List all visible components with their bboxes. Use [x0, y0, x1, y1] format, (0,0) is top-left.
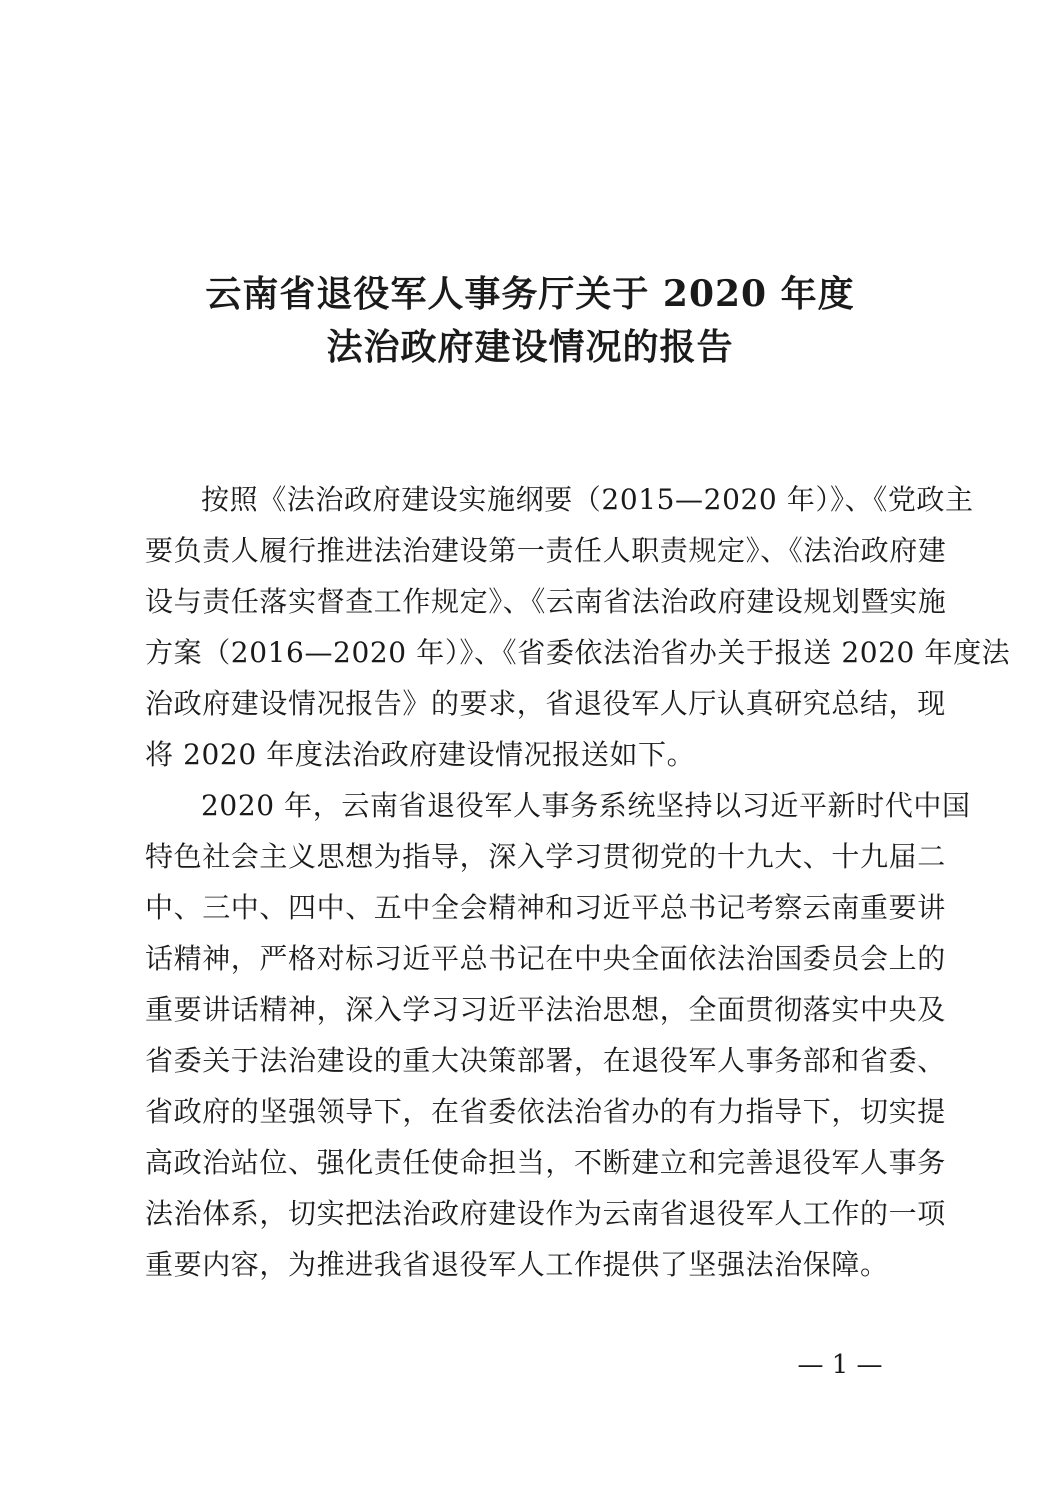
paragraph-2 [145, 780, 971, 1290]
document-title [0, 268, 1060, 374]
paragraph-line: 将 2020 年度法治政府建设情况报送如下。 [145, 738, 696, 771]
title-line-2: 法治政府建设情况的报告 [326, 326, 734, 368]
paragraph-line: 省政府的坚强领导下，在省委依法治省办的有力指导下，切实提 [145, 1095, 946, 1128]
paragraph-line: 要负责人履行推进法治建设第一责任人职责规定》、《法治政府建 [145, 534, 947, 567]
document-body [145, 474, 1011, 1290]
paragraph-line: 2020 年，云南省退役军人事务系统坚持以习近平新时代中国 [201, 789, 971, 822]
paragraph-1 [145, 474, 1011, 780]
paragraph-line: 按照《法治政府建设实施纲要（2015—2020 年）》、《党政主 [201, 483, 974, 516]
paragraph-line: 方案（2016—2020 年）》、《省委依法治省办关于报送 2020 年度法 [145, 636, 1011, 669]
paragraph-line: 话精神，严格对标习近平总书记在中央全面依法治国委员会上的 [145, 942, 946, 975]
paragraph-line: 重要讲话精神，深入学习习近平法治思想，全面贯彻落实中央及 [145, 993, 946, 1026]
page-number: — 1 — [797, 1350, 883, 1380]
paragraph-line: 高政治站位、强化责任使命担当，不断建立和完善退役军人事务 [145, 1146, 946, 1179]
paragraph-line: 治政府建设情况报告》的要求，省退役军人厅认真研究总结，现 [145, 687, 946, 720]
paragraph-line: 法治体系，切实把法治政府建设作为云南省退役军人工作的一项 [145, 1197, 946, 1230]
paragraph-line: 重要内容，为推进我省退役军人工作提供了坚强法治保障。 [145, 1248, 889, 1281]
title-line-1: 云南省退役军人事务厅关于 2020 年度 [205, 273, 855, 315]
paragraph-line: 设与责任落实督查工作规定》、《云南省法治政府建设规划暨实施 [145, 585, 947, 618]
paragraph-line: 省委关于法治建设的重大决策部署，在退役军人事务部和省委、 [145, 1044, 946, 1077]
paragraph-line: 中、三中、四中、五中全会精神和习近平总书记考察云南重要讲 [145, 891, 946, 924]
paragraph-line: 特色社会主义思想为指导，深入学习贯彻党的十九大、十九届二 [145, 840, 946, 873]
